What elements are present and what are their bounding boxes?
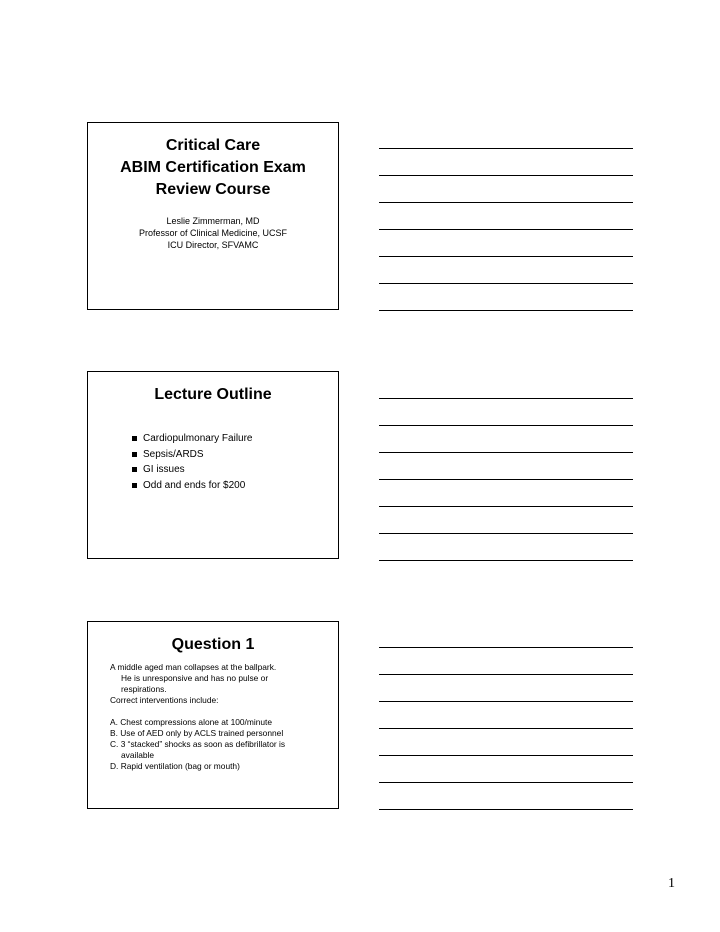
question-stem-line: A middle aged man collapses at the ballpark. — [110, 662, 277, 672]
slide-1-title-line: Review Course — [155, 181, 271, 198]
square-bullet-icon — [132, 483, 137, 488]
list-item — [132, 462, 253, 478]
note-line — [379, 701, 633, 702]
question-prompt: Correct interventions include: — [110, 695, 219, 705]
note-line — [379, 283, 633, 284]
question-body — [110, 662, 330, 772]
note-line — [379, 148, 633, 149]
page-number: 1 — [668, 876, 675, 891]
list-item-text: Sepsis/ARDS — [143, 448, 204, 460]
answer-option-c-continued: available — [121, 750, 155, 760]
note-line — [379, 175, 633, 176]
presenter-role: Professor of Clinical Medicine, UCSF — [138, 228, 288, 238]
list-item — [132, 447, 253, 463]
note-line — [379, 479, 633, 480]
presenter-name: Leslie Zimmerman, MD — [166, 216, 260, 226]
square-bullet-icon — [132, 452, 137, 457]
answer-option-d: D. Rapid ventilation (bag or mouth) — [110, 761, 240, 771]
note-line — [379, 755, 633, 756]
slide-1 — [87, 122, 339, 310]
note-line — [379, 202, 633, 203]
presenter-position: ICU Director, SFVAMC — [167, 240, 259, 250]
slide-3 — [87, 621, 339, 809]
slide-2-title: Lecture Outline — [154, 386, 272, 403]
note-line — [379, 452, 633, 453]
note-line — [379, 647, 633, 648]
note-line — [379, 398, 633, 399]
note-line — [379, 425, 633, 426]
question-stem-line: respirations. — [121, 684, 167, 694]
slide-2 — [87, 371, 339, 559]
slide-1-title-line: ABIM Certification Exam — [120, 159, 306, 176]
spacer — [110, 706, 330, 717]
note-line — [379, 560, 633, 561]
slide-1-subtitle — [88, 215, 338, 251]
question-stem-line: He is unresponsive and has no pulse or — [121, 673, 269, 683]
square-bullet-icon — [132, 467, 137, 472]
note-line — [379, 506, 633, 507]
square-bullet-icon — [132, 436, 137, 441]
note-line — [379, 728, 633, 729]
note-line — [379, 310, 633, 311]
note-line — [379, 782, 633, 783]
slide-3-title: Question 1 — [171, 636, 255, 653]
slide-1-title — [88, 135, 338, 201]
slide-1-title-line: Critical Care — [165, 137, 261, 154]
note-line — [379, 229, 633, 230]
note-line — [379, 674, 633, 675]
list-item-text: Odd and ends for $200 — [143, 479, 246, 491]
list-item-text: GI issues — [143, 464, 185, 475]
list-item — [132, 478, 253, 494]
answer-option-c: C. 3 “stacked” shocks as soon as defibrillator is — [110, 739, 286, 749]
answer-option-a: A. Chest compressions alone at 100/minute — [110, 717, 273, 727]
note-line — [379, 533, 633, 534]
answer-option-b: B. Use of AED only by ACLS trained personnel — [110, 728, 284, 738]
note-line — [379, 809, 633, 810]
list-item — [132, 431, 253, 447]
outline-list — [132, 431, 253, 493]
list-item-text: Cardiopulmonary Failure — [143, 433, 253, 444]
note-line — [379, 256, 633, 257]
